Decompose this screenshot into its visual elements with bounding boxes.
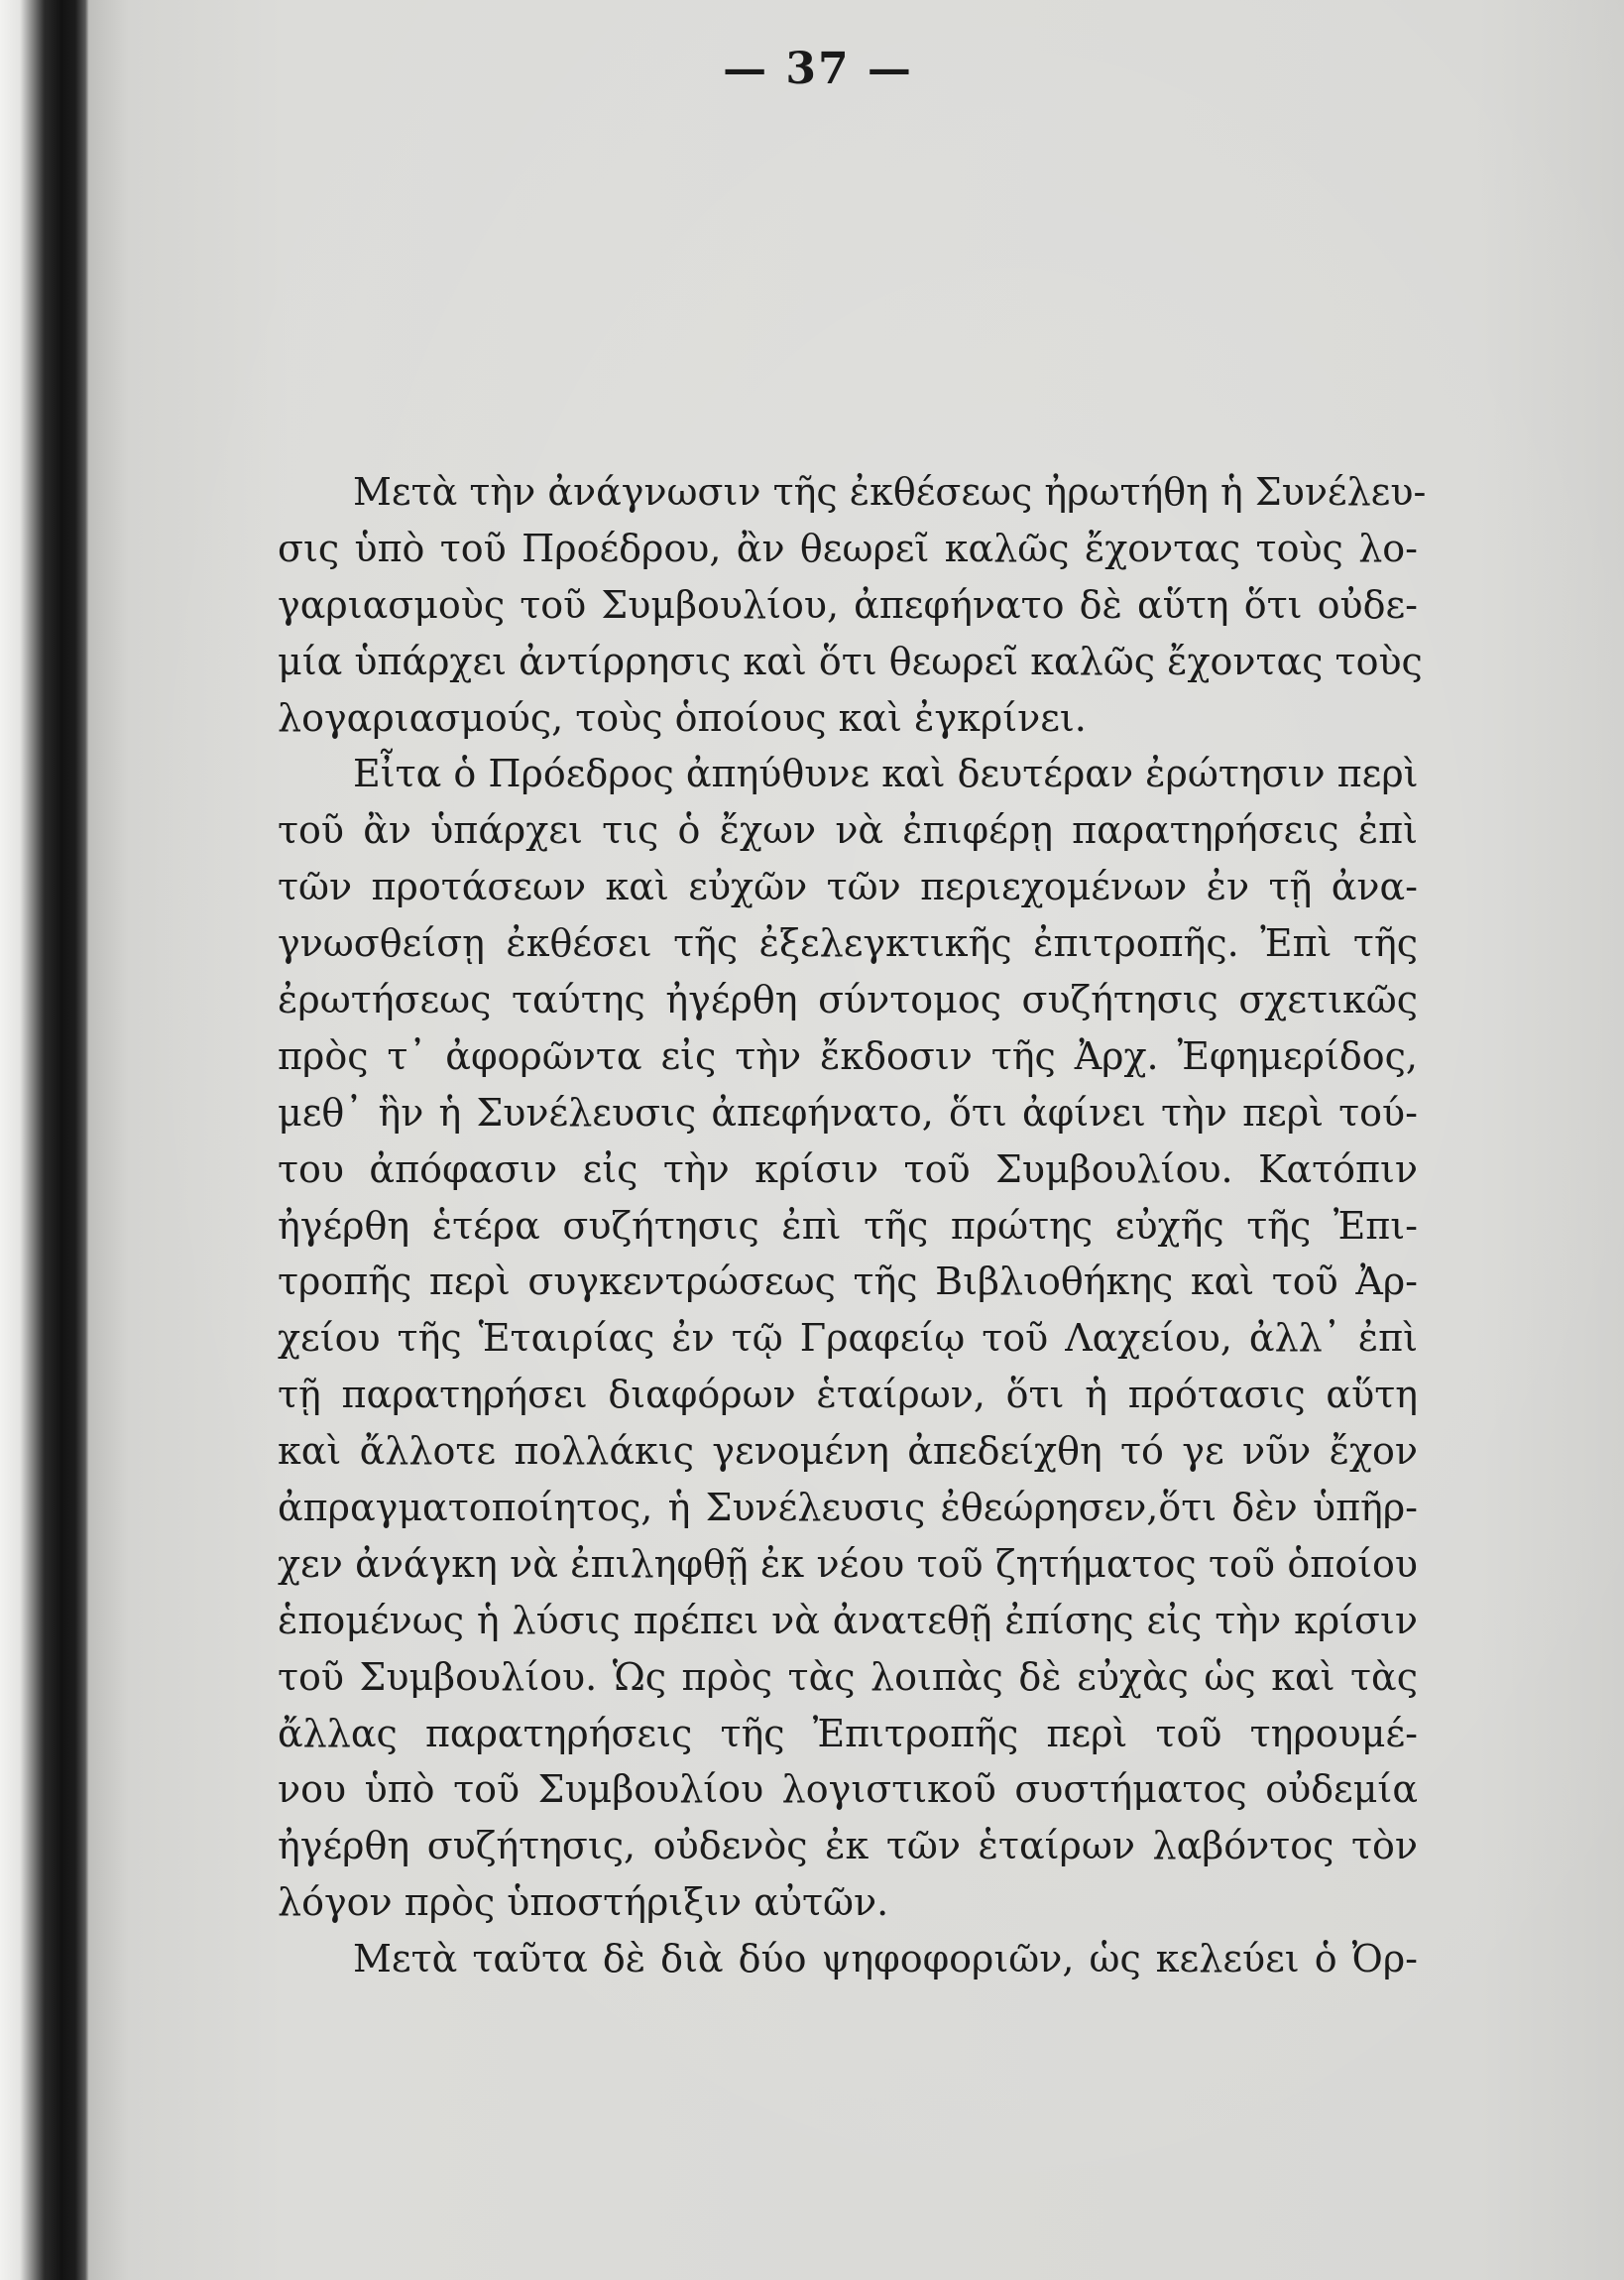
text-line: ἠγέρθη συζήτησις, οὐδενὸς ἐκ τῶν ἑταίρων λαβόντος τὸν <box>278 1824 1418 1868</box>
text-line: τοῦ ἂν ὑπάρχει τις ὁ ἔχων νὰ ἐπιφέρῃ παρατηρήσεις ἐπὶ <box>278 808 1418 853</box>
text-line: του ἀπόφασιν εἰς τὴν κρίσιν τοῦ Συμβουλίου. Κατόπιν <box>278 1146 1418 1191</box>
text-line: Μετὰ ταῦτα δὲ διὰ δύο ψηφοφοριῶν, ὡς κελεύει ὁ Ὀρ- <box>353 1937 1418 1981</box>
text-line: ἐρωτήσεως ταύτης ἠγέρθη σύντομος συζήτησις σχετικῶς <box>278 978 1418 1022</box>
text-line: καὶ ἄλλοτε πολλάκις γενομένη ἀπεδείχθη τό γε νῦν ἔχον <box>278 1429 1418 1474</box>
text-line: γαριασμοὺς τοῦ Συμβουλίου, ἀπεφήνατο δὲ αὕτη ὅτι οὐδε- <box>278 582 1418 627</box>
text-line: τροπῆς περὶ συγκεντρώσεως τῆς Βιβλιοθήκης καὶ τοῦ Ἀρ- <box>278 1260 1418 1304</box>
text-line: ἀπραγματοποίητος, ἡ Συνέλευσις ἐθεώρησεν,ὅτι δὲν ὑπῆρ- <box>278 1486 1418 1530</box>
text-line: μεθ᾽ ἣν ἡ Συνέλευσις ἀπεφήνατο, ὅτι ἀφίνει τὴν περὶ τού- <box>278 1090 1418 1135</box>
text-line: νου ὑπὸ τοῦ Συμβουλίου λογιστικοῦ συστήματος οὐδεμία <box>278 1767 1418 1812</box>
page-number: — 37 — <box>723 44 913 94</box>
text-line: ἠγέρθη ἑτέρα συζήτησις ἐπὶ τῆς πρώτης εὐχῆς τῆς Ἐπι- <box>278 1203 1418 1248</box>
text-line: ἑπομένως ἡ λύσις πρέπει νὰ ἀνατεθῇ ἐπίσης εἰς τὴν κρίσιν <box>278 1598 1418 1642</box>
text-line: λόγον πρὸς ὑποστήριξιν αὐτῶν. <box>278 1880 889 1925</box>
text-line: σις ὑπὸ τοῦ Προέδρου, ἂν θεωρεῖ καλῶς ἔχοντας τοὺς λο- <box>278 526 1418 570</box>
text-line: ἄλλας παρατηρήσεις τῆς Ἐπιτροπῆς περὶ τοῦ τηρουμέ- <box>278 1711 1418 1755</box>
text-line: γνωσθείσῃ ἐκθέσει τῆς ἐξελεγκτικῆς ἐπιτροπῆς. Ἐπὶ τῆς <box>278 921 1418 966</box>
book-page <box>89 0 1624 2280</box>
text-line: πρὸς τ᾽ ἀφορῶντα εἰς τὴν ἔκδοσιν τῆς Ἀρχ. Ἐφημερίδος, <box>278 1033 1418 1078</box>
text-line: μία ὑπάρχει ἀντίρρησις καὶ ὅτι θεωρεῖ καλῶς ἔχοντας τοὺς <box>278 639 1423 683</box>
text-line: Μετὰ τὴν ἀνάγνωσιν τῆς ἐκθέσεως ἠρωτήθη ἡ Συνέλευ- <box>353 470 1427 514</box>
text-line: τοῦ Συμβουλίου. Ὡς πρὸς τὰς λοιπὰς δὲ εὐχὰς ὡς καὶ τὰς <box>278 1654 1418 1699</box>
text-line: τῇ παρατηρήσει διαφόρων ἑταίρων, ὅτι ἡ πρότασις αὕτη <box>278 1373 1418 1417</box>
text-line: λογαριασμούς, τοὺς ὁποίους καὶ ἐγκρίνει. <box>278 695 1087 740</box>
text-line: χεν ἀνάγκη νὰ ἐπιληφθῇ ἐκ νέου τοῦ ζητήματος τοῦ ὁποίου <box>278 1541 1418 1586</box>
text-line: χείου τῆς Ἑταιρίας ἐν τῷ Γραφείῳ τοῦ Λαχείου, ἀλλ᾽ ἐπὶ <box>278 1316 1418 1361</box>
text-line: τῶν προτάσεων καὶ εὐχῶν τῶν περιεχομένων ἐν τῇ ἀνα- <box>278 865 1418 909</box>
text-line: Εἶτα ὁ Πρόεδρος ἀπηύθυνε καὶ δευτέραν ἐρώτησιν περὶ <box>353 752 1419 796</box>
book-binding-shadow <box>0 0 89 2280</box>
body-text <box>278 464 1427 1987</box>
